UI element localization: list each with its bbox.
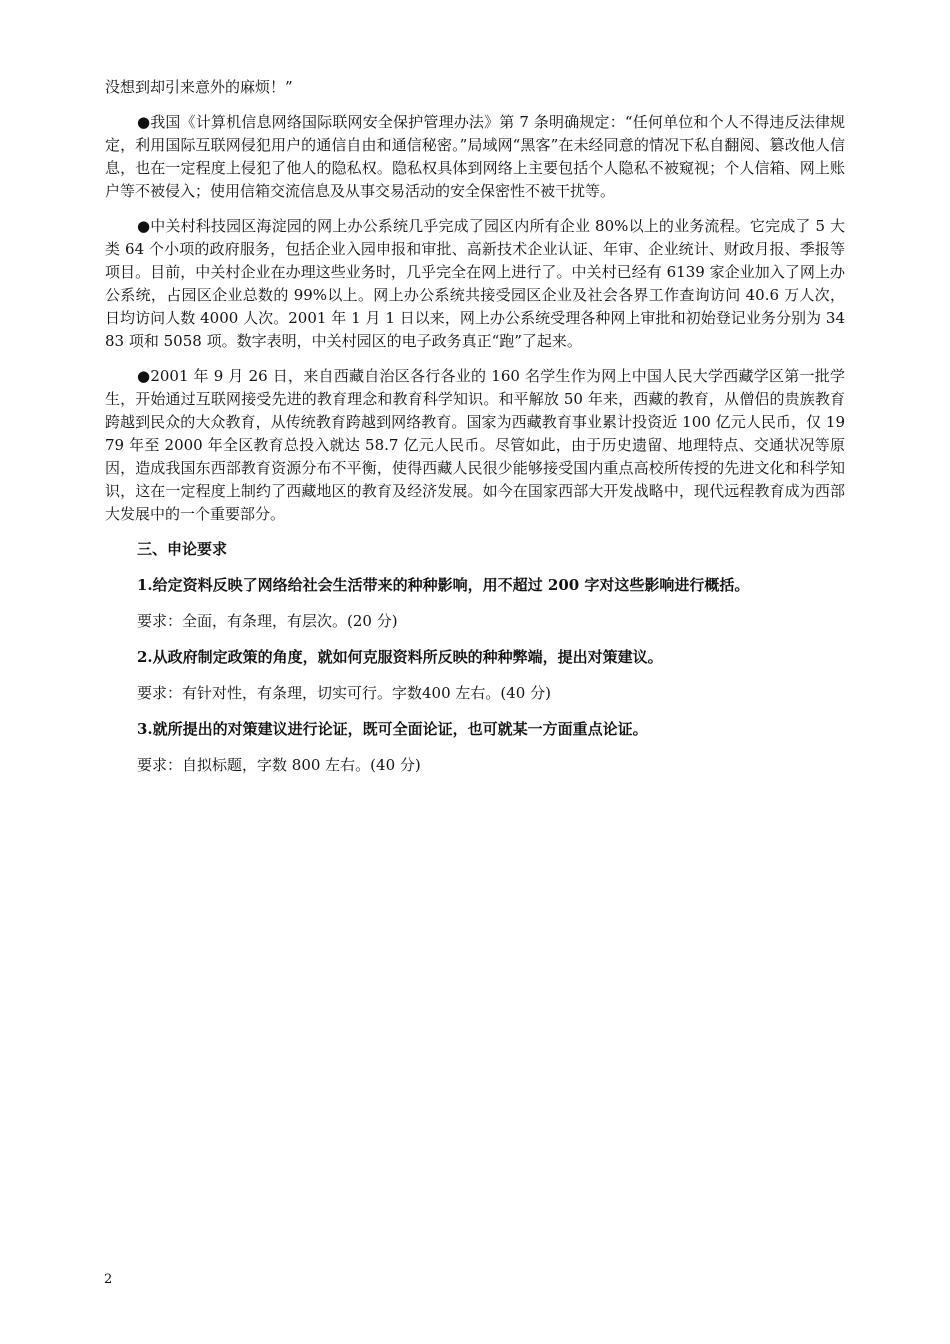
tibet-education-paragraph: ●2001 年 9 月 26 日，来自西藏自治区各行各业的 160 名学生作为网上中国人民大学西藏学区第一批学生，开始通过互联网接受先进的教育理念和教育科学知识。和平解放 50 年来，西藏的教育，从僧侣的贵族教育跨越到民众的大众教育，从传统教育跨越到网络教育。国家为西藏教育事业累计投资近 100 亿元人民币，仅 1979 年至 2000 年全区教育总投入就达 58.7 亿元人民币。尽管如此，由于历史遗留、地理特点、交通状况等原因，造成我国东西部教育资源分布不平衡，使得西藏人民很少能够接受国内重点高校所传授的先进文化和科学知识，这在一定程度上制约了西藏地区的教育及经济发展。如今在国家西部大开发战略中，现代远程教育成为西部大发展中的一个重要部分。: [105, 367, 845, 523]
page-number: 2: [104, 1272, 113, 1287]
question-1-prompt: 1.给定资料反映了网络给社会生活带来的种种影响，用不超过 200 字对这些影响进行概括。: [137, 576, 750, 594]
question-3-prompt: 3.就所提出的对策建议进行论证，既可全面论证，也可就某一方面重点论证。: [137, 720, 648, 738]
zhongguancun-paragraph: ●中关村科技园区海淀园的网上办公系统几乎完成了园区内所有企业 80%以上的业务流程。它完成了 5 大类 64 个小项的政府服务，包括企业入园申报和审批、高新技术企业认证、年审、企业统计、财政月报、季报等项目。目前，中关村企业在办理这些业务时，几乎完全在网上进行了。中关村已经有 6139 家企业加入了网上办公系统，占园区企业总数的 99%以上。网上办公系统共接受园区企业及社会各界工作查询访问 40.6 万人次，日均访问人数 4000 人次。2001 年 1 月 1 日以来，网上办公系统受理各种网上审批和初始登记业务分别为 3483 项和 5058 项。数字表明，中关村园区的电子政务真正“跑”了起来。: [105, 217, 845, 350]
question-1-requirement: 要求：全面，有条理，有层次。(20 分): [137, 612, 398, 630]
question-2-requirement: 要求：有针对性，有条理，切实可行。字数400 左右。(40 分): [137, 684, 551, 702]
document-body: [105, 76, 845, 790]
section-heading: 三、申论要求: [137, 540, 228, 558]
continued-quote-paragraph: 没想到却引来意外的麻烦！”: [105, 78, 293, 96]
question-3-requirement: 要求：自拟标题，字数 800 左右。(40 分): [137, 756, 421, 774]
privacy-law-paragraph: ●我国《计算机信息网络国际联网安全保护管理办法》第 7 条明确规定：“任何单位和个人不得违反法律规定，利用国际互联网侵犯用户的通信自由和通信秘密。”局域网“黑客”在未经同意的情况下私自翻阅、篡改他人信息，也在一定程度上侵犯了他人的隐私权。隐私权具体到网络上主要包括个人隐私不被窥视；个人信箱、网上账户等不被侵入；使用信箱交流信息及从事交易活动的安全保密性不被干扰等。: [105, 113, 845, 200]
question-2-prompt: 2.从政府制定政策的角度，就如何克服资料所反映的种种弊端，提出对策建议。: [137, 648, 663, 666]
